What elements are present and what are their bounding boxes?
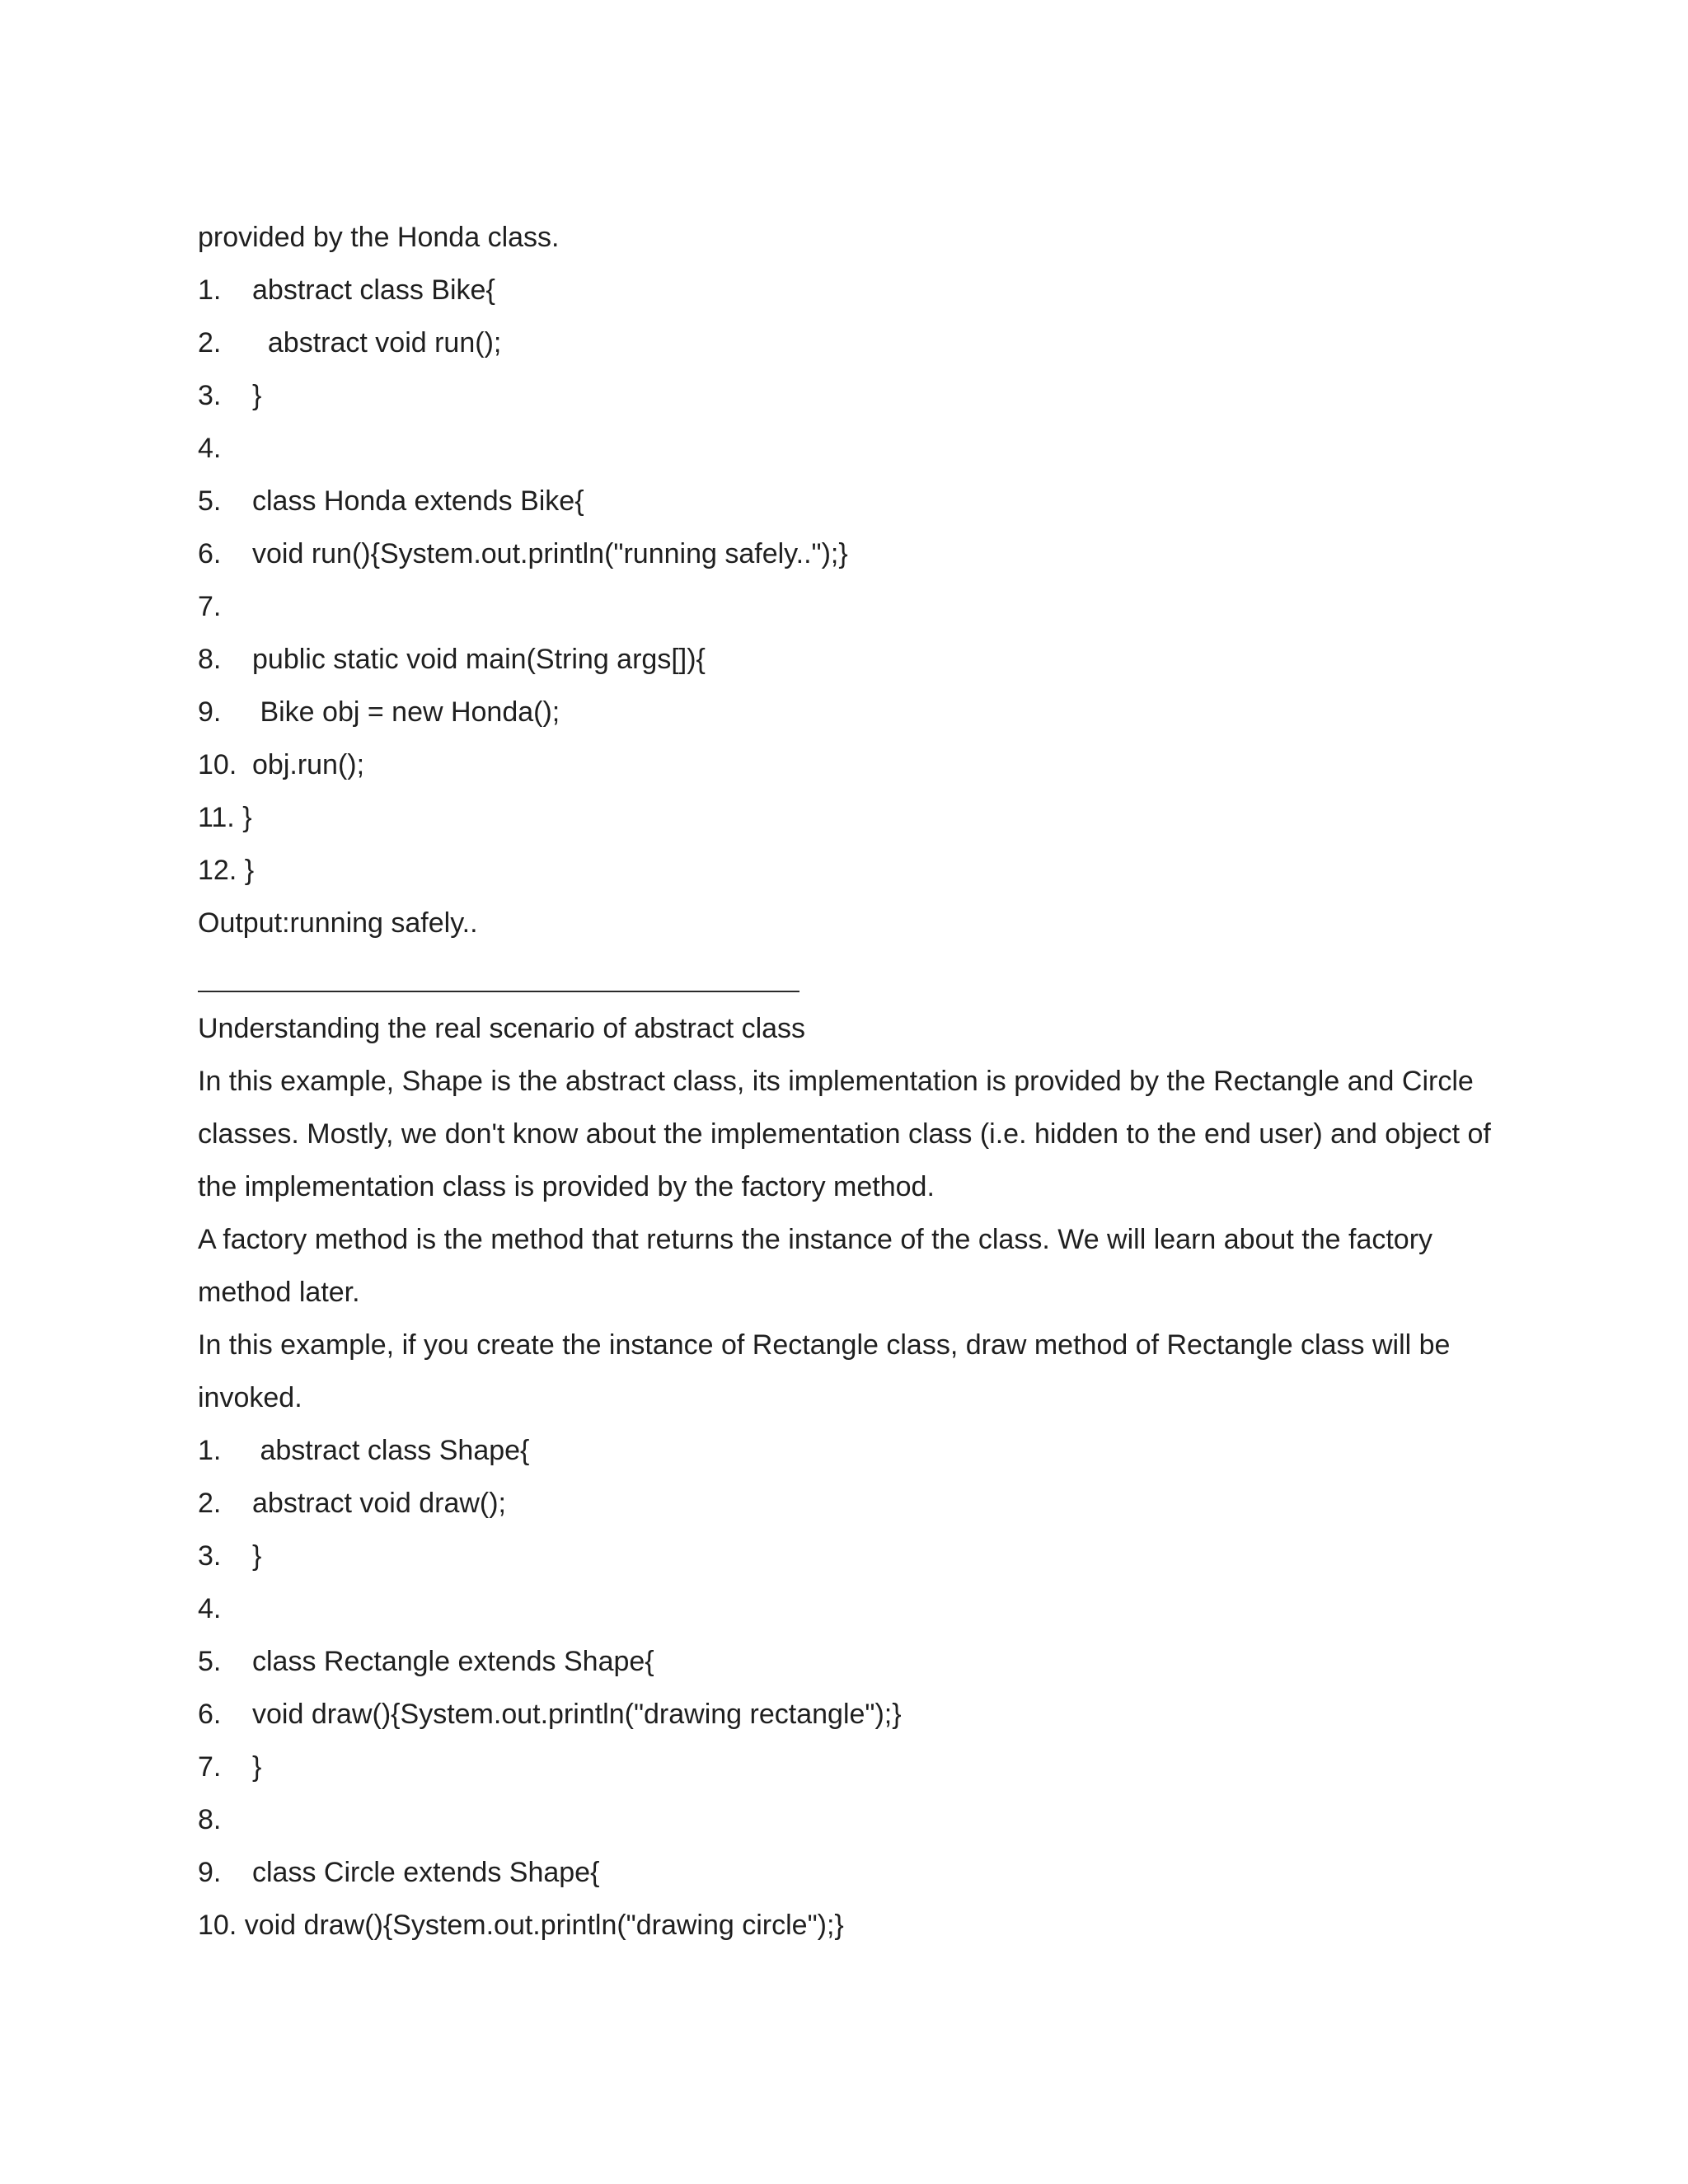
code-line bbox=[198, 1899, 1517, 1952]
code-line bbox=[198, 264, 1517, 316]
line-number: 6. bbox=[198, 1699, 222, 1730]
line-number: 7. bbox=[198, 591, 222, 622]
paragraph-line: A factory method is the method that returns the instance of the class. We will learn about the factory bbox=[198, 1224, 1433, 1255]
line-number: 7. bbox=[198, 1751, 222, 1783]
paragraph-line: invoked. bbox=[198, 1382, 302, 1413]
section-heading: Understanding the real scenario of abstract class bbox=[198, 1013, 806, 1044]
code-line bbox=[198, 1582, 1517, 1635]
code-text: } bbox=[252, 1751, 262, 1783]
code-line bbox=[198, 1530, 1517, 1582]
code-line bbox=[198, 1846, 1517, 1899]
code-line bbox=[198, 633, 1517, 686]
code-text: } bbox=[242, 802, 252, 833]
paragraph-line: In this example, if you create the instance of Rectangle class, draw method of Rectangle class will be bbox=[198, 1329, 1451, 1361]
line-number: 12. bbox=[198, 855, 237, 886]
code-line bbox=[198, 580, 1517, 633]
code-text: void draw(){System.out.println("drawing circle");} bbox=[244, 1910, 844, 1941]
code-text: class Honda extends Bike{ bbox=[252, 485, 584, 517]
line-number: 4. bbox=[198, 1593, 222, 1624]
code-line bbox=[198, 1741, 1517, 1793]
code-listing-shape bbox=[198, 1424, 1517, 1952]
code-text: public static void main(String args[]){ bbox=[252, 644, 706, 675]
line-number: 6. bbox=[198, 538, 222, 569]
code-line bbox=[198, 1635, 1517, 1688]
code-line bbox=[198, 686, 1517, 738]
code-text: } bbox=[252, 1540, 262, 1572]
code-line bbox=[198, 844, 1517, 897]
paragraph-line: classes. Mostly, we don't know about the implementation class (i.e. hidden to the end user) and object of bbox=[198, 1118, 1491, 1150]
code-listing-bike bbox=[198, 264, 1517, 897]
code-line bbox=[198, 316, 1517, 369]
code-text: Bike obj = new Honda(); bbox=[252, 696, 560, 728]
rule-bar bbox=[198, 991, 799, 992]
paragraph-shape-intro bbox=[198, 1055, 1517, 1213]
line-number: 10. bbox=[198, 749, 237, 780]
paragraph-rectangle-example bbox=[198, 1319, 1517, 1424]
code-text: void run(){System.out.println("running safely..");} bbox=[252, 538, 848, 569]
page-content bbox=[198, 211, 1517, 1952]
code-line bbox=[198, 1477, 1517, 1530]
horizontal-rule bbox=[198, 949, 1517, 1002]
code-text: abstract void run(); bbox=[252, 327, 502, 359]
line-number: 11. bbox=[198, 802, 235, 833]
code-line bbox=[198, 1424, 1517, 1477]
code-line bbox=[198, 738, 1517, 791]
line-number: 8. bbox=[198, 1804, 222, 1835]
line-number: 5. bbox=[198, 485, 222, 517]
output-line: Output:running safely.. bbox=[198, 907, 478, 939]
paragraph-line: method later. bbox=[198, 1277, 360, 1308]
line-number: 8. bbox=[198, 644, 222, 675]
code-line bbox=[198, 1793, 1517, 1846]
line-number: 9. bbox=[198, 1857, 222, 1888]
line-number: 5. bbox=[198, 1646, 222, 1677]
code-line bbox=[198, 369, 1517, 422]
line-number: 1. bbox=[198, 1435, 222, 1466]
code-text: abstract void draw(); bbox=[252, 1488, 506, 1519]
code-text: abstract class Bike{ bbox=[252, 274, 495, 306]
code-text: obj.run(); bbox=[252, 749, 365, 780]
code-text: class Circle extends Shape{ bbox=[252, 1857, 600, 1888]
code-line bbox=[198, 475, 1517, 527]
code-line bbox=[198, 422, 1517, 475]
line-number: 3. bbox=[198, 380, 222, 411]
line-number: 4. bbox=[198, 433, 222, 464]
paragraph-line: the implementation class is provided by the factory method. bbox=[198, 1171, 935, 1202]
code-line bbox=[198, 791, 1517, 844]
code-text: void draw(){System.out.println("drawing rectangle");} bbox=[252, 1699, 902, 1730]
code-line bbox=[198, 1688, 1517, 1741]
line-number: 3. bbox=[198, 1540, 222, 1572]
paragraph-factory-method bbox=[198, 1213, 1517, 1319]
paragraph-line: In this example, Shape is the abstract class, its implementation is provided by the Rectangle and Circle bbox=[198, 1066, 1474, 1097]
code-line bbox=[198, 527, 1517, 580]
line-number: 1. bbox=[198, 274, 222, 306]
code-text: class Rectangle extends Shape{ bbox=[252, 1646, 654, 1677]
code-text: abstract class Shape{ bbox=[252, 1435, 530, 1466]
code-text: } bbox=[252, 380, 262, 411]
intro-line: provided by the Honda class. bbox=[198, 222, 560, 253]
line-number: 9. bbox=[198, 696, 222, 728]
line-number: 2. bbox=[198, 327, 222, 359]
code-text: } bbox=[244, 855, 255, 886]
line-number: 2. bbox=[198, 1488, 222, 1519]
line-number: 10. bbox=[198, 1910, 237, 1941]
